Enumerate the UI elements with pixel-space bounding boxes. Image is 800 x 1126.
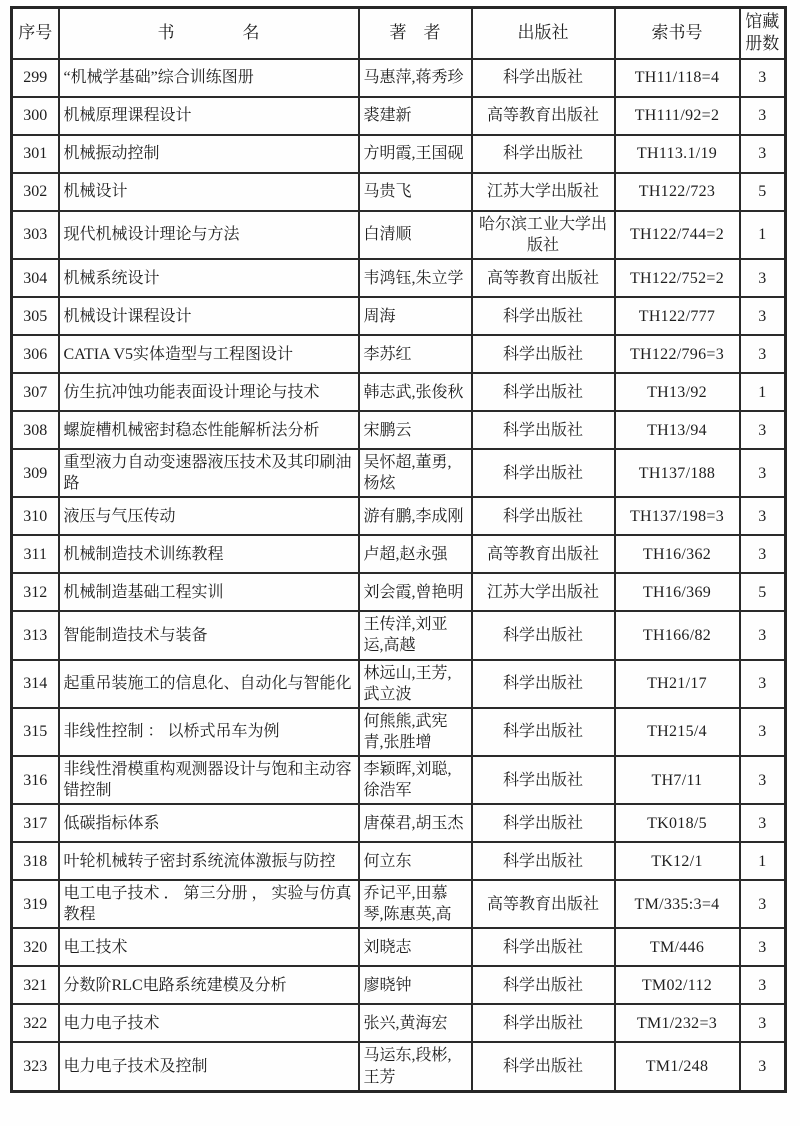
cell-call-number: TH122/777 [615,297,740,335]
cell-publisher: 科学出版社 [472,335,615,373]
cell-number: 308 [12,411,59,449]
cell-copies: 1 [740,842,786,880]
cell-author: 马贵飞 [359,173,472,211]
cell-copies: 1 [740,211,786,259]
cell-title: 电力电子技术 [59,1004,359,1042]
table-row [12,535,786,573]
cell-author: 刘晓志 [359,928,472,966]
cell-publisher: 科学出版社 [472,411,615,449]
cell-call-number: TH16/362 [615,535,740,573]
cell-copies: 3 [740,259,786,297]
cell-title: “机械学基础”综合训练图册 [59,59,359,97]
cell-author: 唐葆君,胡玉杰 [359,804,472,842]
cell-call-number: TK018/5 [615,804,740,842]
cell-copies: 3 [740,966,786,1004]
table-row [12,1042,786,1091]
cell-publisher: 科学出版社 [472,297,615,335]
table-row [12,297,786,335]
cell-title: 机械振动控制 [59,135,359,173]
table-row [12,842,786,880]
cell-copies: 3 [740,1004,786,1042]
cell-publisher: 科学出版社 [472,497,615,535]
cell-number: 315 [12,708,59,756]
cell-copies: 3 [740,335,786,373]
cell-copies: 3 [740,297,786,335]
cell-copies: 3 [740,756,786,804]
cell-number: 310 [12,497,59,535]
cell-publisher: 科学出版社 [472,708,615,756]
table-row [12,660,786,708]
cell-author: 裘建新 [359,97,472,135]
cell-copies: 5 [740,573,786,611]
table-row [12,335,786,373]
cell-title: CATIA V5实体造型与工程图设计 [59,335,359,373]
cell-call-number: TH122/723 [615,173,740,211]
table-row [12,880,786,928]
cell-title: 机械原理课程设计 [59,97,359,135]
cell-call-number: TH215/4 [615,708,740,756]
cell-title: 电工电子技术 ． 第三分册 ， 实验与仿真教程 [59,880,359,928]
cell-title: 仿生抗冲蚀功能表面设计理论与技术 [59,373,359,411]
cell-call-number: TH166/82 [615,611,740,659]
cell-number: 302 [12,173,59,211]
cell-title: 智能制造技术与装备 [59,611,359,659]
cell-title: 非线性滑模重构观测器设计与饱和主动容错控制 [59,756,359,804]
table-row [12,373,786,411]
cell-number: 318 [12,842,59,880]
cell-call-number: TM1/248 [615,1042,740,1091]
cell-author: 韩志武,张俊秋 [359,373,472,411]
cell-number: 323 [12,1042,59,1091]
cell-author: 白清顺 [359,211,472,259]
table-row [12,708,786,756]
table-row [12,756,786,804]
cell-publisher: 科学出版社 [472,611,615,659]
cell-number: 312 [12,573,59,611]
cell-publisher: 江苏大学出版社 [472,573,615,611]
cell-number: 304 [12,259,59,297]
cell-publisher: 科学出版社 [472,59,615,97]
cell-author: 韦鸿钰,朱立学 [359,259,472,297]
cell-call-number: TH122/752=2 [615,259,740,297]
cell-number: 301 [12,135,59,173]
cell-title: 低碳指标体系 [59,804,359,842]
cell-number: 306 [12,335,59,373]
cell-call-number: TH13/94 [615,411,740,449]
cell-copies: 3 [740,611,786,659]
cell-number: 322 [12,1004,59,1042]
book-list-table [10,6,787,1093]
cell-publisher: 科学出版社 [472,660,615,708]
cell-copies: 3 [740,535,786,573]
cell-call-number: TH13/92 [615,373,740,411]
cell-title: 机械设计课程设计 [59,297,359,335]
cell-publisher: 科学出版社 [472,1042,615,1091]
cell-publisher: 科学出版社 [472,135,615,173]
cell-author: 何立东 [359,842,472,880]
table-row [12,135,786,173]
cell-title: 电工技术 [59,928,359,966]
cell-number: 309 [12,449,59,497]
table-row [12,259,786,297]
cell-publisher: 科学出版社 [472,373,615,411]
cell-call-number: TM1/232=3 [615,1004,740,1042]
cell-publisher: 高等教育出版社 [472,880,615,928]
table-row [12,449,786,497]
cell-author: 王传洋,刘亚运,高越 [359,611,472,659]
cell-author: 刘会霞,曾艳明 [359,573,472,611]
cell-author: 林远山,王芳,武立波 [359,660,472,708]
cell-author: 宋鹏云 [359,411,472,449]
cell-call-number: TM/446 [615,928,740,966]
cell-copies: 3 [740,804,786,842]
cell-title: 重型液力自动变速器液压技术及其印刷油路 [59,449,359,497]
cell-title: 叶轮机械转子密封系统流体激振与防控 [59,842,359,880]
table-row [12,804,786,842]
cell-author: 卢超,赵永强 [359,535,472,573]
cell-number: 313 [12,611,59,659]
table-header-row [12,8,786,59]
table-row [12,611,786,659]
cell-title: 电力电子技术及控制 [59,1042,359,1091]
cell-number: 299 [12,59,59,97]
cell-call-number: TH7/11 [615,756,740,804]
cell-title: 机械设计 [59,173,359,211]
cell-call-number: TH137/188 [615,449,740,497]
cell-copies: 3 [740,928,786,966]
cell-title: 分数阶RLC电路系统建模及分析 [59,966,359,1004]
cell-copies: 3 [740,135,786,173]
cell-copies: 3 [740,97,786,135]
header-cell-title: 书 名 [59,8,359,59]
table-header [12,8,786,59]
cell-number: 320 [12,928,59,966]
book-list-table-container [10,6,787,1093]
cell-author: 方明霞,王国砚 [359,135,472,173]
cell-title: 机械制造基础工程实训 [59,573,359,611]
cell-author: 游有鹏,李成刚 [359,497,472,535]
cell-publisher: 科学出版社 [472,756,615,804]
cell-title: 机械制造技术训练教程 [59,535,359,573]
table-row [12,211,786,259]
cell-copies: 3 [740,708,786,756]
cell-call-number: TH16/369 [615,573,740,611]
cell-call-number: TH111/92=2 [615,97,740,135]
header-cell-call-number: 索书号 [615,8,740,59]
table-row [12,59,786,97]
cell-title: 螺旋槽机械密封稳态性能解析法分析 [59,411,359,449]
cell-number: 303 [12,211,59,259]
cell-title: 起重吊装施工的信息化、自动化与智能化 [59,660,359,708]
cell-call-number: TK12/1 [615,842,740,880]
cell-copies: 3 [740,497,786,535]
cell-publisher: 江苏大学出版社 [472,173,615,211]
cell-number: 319 [12,880,59,928]
header-cell-author: 著 者 [359,8,472,59]
cell-copies: 3 [740,59,786,97]
cell-author: 张兴,黄海宏 [359,1004,472,1042]
cell-number: 321 [12,966,59,1004]
cell-author: 吴怀超,董勇,杨炫 [359,449,472,497]
cell-call-number: TH11/118=4 [615,59,740,97]
cell-number: 300 [12,97,59,135]
table-row [12,928,786,966]
cell-number: 317 [12,804,59,842]
table-body [12,59,786,1091]
cell-author: 李颖晖,刘聪,徐浩军 [359,756,472,804]
cell-title: 机械系统设计 [59,259,359,297]
cell-copies: 1 [740,373,786,411]
cell-copies: 5 [740,173,786,211]
table-row [12,966,786,1004]
cell-copies: 3 [740,449,786,497]
cell-title: 液压与气压传动 [59,497,359,535]
cell-publisher: 科学出版社 [472,842,615,880]
cell-title: 现代机械设计理论与方法 [59,211,359,259]
cell-publisher: 高等教育出版社 [472,97,615,135]
cell-call-number: TM/335:3=4 [615,880,740,928]
cell-author: 马运东,段彬,王芳 [359,1042,472,1091]
cell-author: 李苏红 [359,335,472,373]
cell-number: 316 [12,756,59,804]
table-row [12,1004,786,1042]
header-cell-number: 序号 [12,8,59,59]
cell-call-number: TM02/112 [615,966,740,1004]
cell-title: 非线性控制 ： 以桥式吊车为例 [59,708,359,756]
cell-number: 305 [12,297,59,335]
cell-publisher: 科学出版社 [472,804,615,842]
table-row [12,573,786,611]
cell-author: 周海 [359,297,472,335]
table-row [12,173,786,211]
header-cell-copies: 馆藏册数 [740,8,786,59]
cell-publisher: 科学出版社 [472,1004,615,1042]
cell-number: 311 [12,535,59,573]
cell-call-number: TH122/796=3 [615,335,740,373]
cell-copies: 3 [740,880,786,928]
cell-copies: 3 [740,411,786,449]
table-row [12,497,786,535]
cell-publisher: 高等教育出版社 [472,535,615,573]
cell-publisher: 科学出版社 [472,449,615,497]
cell-call-number: TH21/17 [615,660,740,708]
cell-author: 何熊熊,武宪青,张胜增 [359,708,472,756]
cell-author: 廖晓钟 [359,966,472,1004]
table-row [12,97,786,135]
cell-number: 314 [12,660,59,708]
cell-call-number: TH137/198=3 [615,497,740,535]
table-row [12,411,786,449]
cell-copies: 3 [740,660,786,708]
cell-copies: 3 [740,1042,786,1091]
cell-author: 乔记平,田慕琴,陈惠英,高 [359,880,472,928]
cell-call-number: TH122/744=2 [615,211,740,259]
cell-publisher: 高等教育出版社 [472,259,615,297]
cell-number: 307 [12,373,59,411]
cell-call-number: TH113.1/19 [615,135,740,173]
cell-publisher: 科学出版社 [472,928,615,966]
cell-publisher: 科学出版社 [472,966,615,1004]
header-cell-publisher: 出版社 [472,8,615,59]
cell-author: 马惠萍,蒋秀珍 [359,59,472,97]
cell-publisher: 哈尔滨工业大学出版社 [472,211,615,259]
